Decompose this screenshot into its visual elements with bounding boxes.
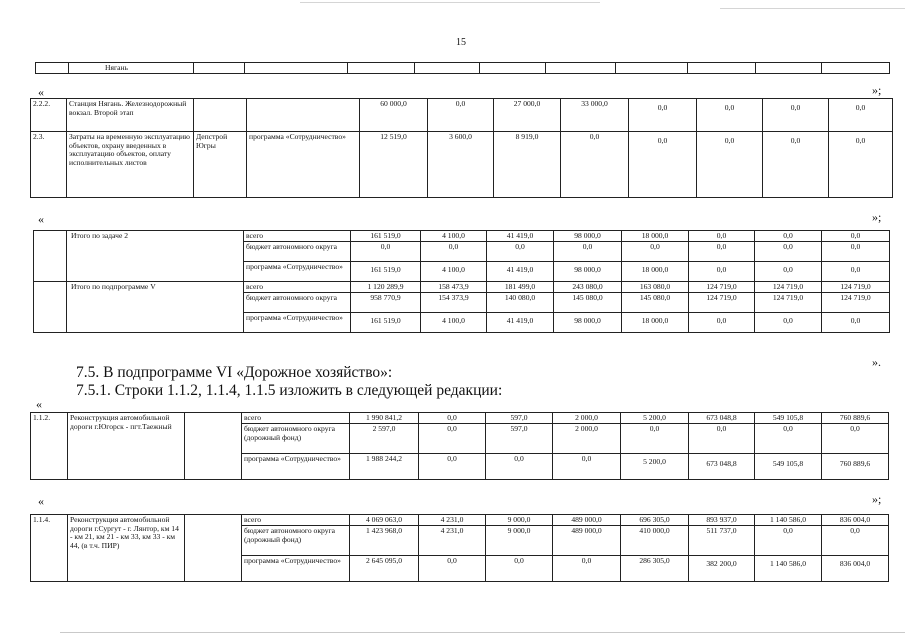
table-nyagan xyxy=(35,62,890,74)
table-rows-2-2-2 xyxy=(30,98,893,198)
table-row-1-1-2 xyxy=(30,412,889,480)
table-row: 2.3. Затраты на временную эксплуатацию объектов, охрану введенных в эксплуатацию объектов, оплату исполнительных листов Депстрой Югры программа «Сотрудничество» 12 519,0 3 600,0 8 919,0 0,0 0,0 0,0 0,0 0,0 xyxy=(31,132,893,198)
table-row: программа «Сотрудничество» 161 519,0 4 100,0 41 419,0 98 000,0 18 000,0 0,0 0,0 0,0 xyxy=(34,313,890,333)
table-totals xyxy=(33,230,890,333)
table-row: программа «Сотрудничество» 2 645 095,0 0,0 0,0 0,0 286 305,0 382 200,0 1 140 586,0 836 004,0 xyxy=(31,556,889,582)
quote-close: »; xyxy=(872,210,882,224)
scan-line xyxy=(60,632,905,633)
table-row: программа «Сотрудничество» 1 988 244,2 0,0 0,0 0,0 5 200,0 673 048,8 549 105,8 760 889,6 xyxy=(31,454,889,480)
quote-open: « xyxy=(38,212,44,226)
table-row: бюджет автономного округа 958 770,9 154 373,9 140 080,0 145 080,0 145 080,0 124 719,0 124 719,0 124 719,0 xyxy=(34,293,890,313)
page-number: 15 xyxy=(456,37,466,48)
table-row: Итого по задаче 2 всего 161 519,0 4 100,0 41 419,0 98 000,0 18 000,0 0,0 0,0 0,0 xyxy=(34,231,890,242)
quote-open: « xyxy=(38,494,44,508)
quote-close: ». xyxy=(872,355,881,369)
table-row: бюджет автономного округа (дорожный фонд) 1 423 968,0 4 231,0 9 000,0 489 000,0 410 000,0 511 737,0 0,0 0,0 xyxy=(31,526,889,556)
group-title: Итого по задаче 2 xyxy=(67,231,244,282)
quote-close: »; xyxy=(872,492,882,506)
section-subheading: 7.5.1. Строки 1.1.2, 1.1.4, 1.1.5 изложить в следующей редакции: xyxy=(76,382,503,399)
cell xyxy=(36,63,69,74)
table-row: 2.2.2. Станция Нягань. Железнодорожный вокзал. Второй этап 60 000,0 0,0 27 000,0 33 000,0 0,0 0,0 0,0 0,0 xyxy=(31,99,893,132)
table-row-1-1-4 xyxy=(30,514,889,582)
table-row: бюджет автономного округа (дорожный фонд) 2 597,0 0,0 597,0 2 000,0 0,0 0,0 0,0 0,0 xyxy=(31,424,889,454)
table-row: 1.1.4. Реконструкция автомобильной дороги г.Сургут - г. Лянтор, км 14 - км 21, км 21 - км 33, км 33 - км 44, (в т.ч. ПИР) всего 4 069 063,0 4 231,0 9 000,0 489 000,0 696 305,0 893 937,0 1 140 586,0 836 004,0 xyxy=(31,515,889,526)
quote-open: « xyxy=(36,397,42,411)
table-row: Итого по подпрограмме V всего 1 120 289,9 158 473,9 181 499,0 243 080,0 163 080,0 124 719,0 124 719,0 124 719,0 xyxy=(34,282,890,293)
table-row: бюджет автономного округа 0,0 0,0 0,0 0,0 0,0 0,0 0,0 0,0 xyxy=(34,242,890,262)
row-name: Нягань xyxy=(69,63,194,74)
scan-line xyxy=(300,2,600,3)
table-row: программа «Сотрудничество» 161 519,0 4 100,0 41 419,0 98 000,0 18 000,0 0,0 0,0 0,0 xyxy=(34,262,890,282)
section-heading: 7.5. В подпрограмме VI «Дорожное хозяйство»: xyxy=(76,364,393,381)
table-row: 1.1.2. Реконструкция автомобильной дороги г.Югорск - пгт.Таежный всего 1 990 841,2 0,0 597,0 2 000,0 5 200,0 673 048,8 549 105,8 760 889,6 xyxy=(31,413,889,424)
group-title: Итого по подпрограмме V xyxy=(67,282,244,333)
scan-line xyxy=(720,8,905,9)
quote-close: »; xyxy=(872,83,882,97)
quote-open: « xyxy=(38,85,44,99)
